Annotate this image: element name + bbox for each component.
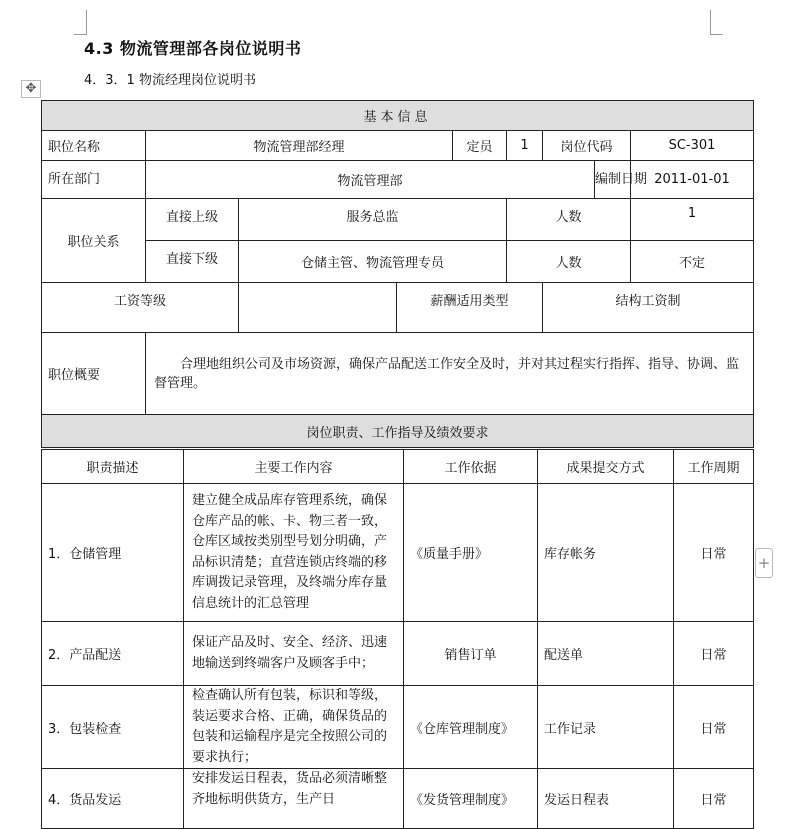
subordinate-value: 仓储主管、物流管理专员 <box>239 241 507 283</box>
duty-cycle: 日常 <box>674 769 754 829</box>
title-label: 职位名称 <box>42 131 146 161</box>
superior-count-label: 人数 <box>507 199 631 241</box>
duties-table <box>41 449 754 829</box>
subordinate-count-label: 人数 <box>507 241 631 283</box>
duty-name: 4．货品发运 <box>42 769 184 829</box>
subsection-heading: 4．3．1 物流经理岗位说明书 <box>84 73 256 88</box>
duty-output: 发运日程表 <box>538 769 674 829</box>
duty-cycle: 日常 <box>674 686 754 769</box>
dept-value: 物流管理部 <box>146 161 595 199</box>
basic-info-header: 基本信息 <box>42 101 754 131</box>
page-corner-mark-left <box>74 10 87 35</box>
table-row <box>42 769 754 829</box>
duties-col-header: 职责描述 <box>42 450 184 484</box>
section-heading: 4.3 物流管理部各岗位说明书 <box>84 39 302 58</box>
date-label: 编制日期 <box>595 161 631 199</box>
page-corner-mark-right <box>710 10 723 35</box>
subordinate-count-value: 不定 <box>631 241 754 283</box>
duty-output: 库存帐务 <box>538 484 674 622</box>
code-label: 岗位代码 <box>543 131 631 161</box>
subordinate-label: 直接下级 <box>146 241 239 283</box>
table-row <box>42 622 754 686</box>
duty-content: 保证产品及时、安全、经济、迅速地输送到终端客户及顾客手中； <box>184 622 404 686</box>
salary-type-value: 结构工资制 <box>543 283 754 333</box>
summary-value: 合理地组织公司及市场资源，确保产品配送工作安全及时，并对其过程实行指挥、指导、协调、监督管理。 <box>146 333 754 415</box>
superior-label: 直接上级 <box>146 199 239 241</box>
code-value: SC-301 <box>631 131 754 161</box>
duty-basis: 《仓库管理制度》 <box>404 686 538 769</box>
title-value: 物流管理部经理 <box>146 131 453 161</box>
superior-value: 服务总监 <box>239 199 507 241</box>
duty-basis: 《质量手册》 <box>404 484 538 622</box>
salary-grade-value <box>239 283 397 333</box>
plus-icon[interactable]: + <box>755 548 773 578</box>
salary-type-label: 薪酬适用类型 <box>397 283 543 333</box>
dept-label: 所在部门 <box>42 161 146 199</box>
superior-count-value: 1 <box>631 199 754 241</box>
duties-header: 岗位职责、工作指导及绩效要求 <box>42 415 754 448</box>
table-row <box>42 484 754 622</box>
quota-value: 1 <box>507 131 543 161</box>
duty-content: 检查确认所有包装，标识和等级，装运要求合格、正确，确保货品的包装和运输程序是完全按照公司的要求执行； <box>184 686 404 769</box>
duty-name: 1．仓储管理 <box>42 484 184 622</box>
duty-name: 3．包装检查 <box>42 686 184 769</box>
duty-cycle: 日常 <box>674 622 754 686</box>
basic-info-table <box>41 100 754 448</box>
duties-col-header: 主要工作内容 <box>184 450 404 484</box>
duty-basis: 销售订单 <box>404 622 538 686</box>
duties-col-header: 成果提交方式 <box>538 450 674 484</box>
table-row <box>42 686 754 769</box>
relation-label: 职位关系 <box>42 199 146 283</box>
duty-content: 建立健全成品库存管理系统，确保仓库产品的帐、卡、物三者一致，仓库区域按类别型号划分明确，产品标识清楚；直营连锁店终端的移库调拨记录管理，及终端分库存量信息统计的汇总管理 <box>184 484 404 622</box>
quota-label: 定员 <box>453 131 507 161</box>
duty-content: 安排发运日程表，货品必须清晰整齐地标明供货方，生产日 <box>184 769 404 829</box>
duty-output: 工作记录 <box>538 686 674 769</box>
move-cross-icon[interactable]: ✥ <box>21 80 41 98</box>
summary-label: 职位概要 <box>42 333 146 415</box>
duties-col-header: 工作周期 <box>674 450 754 484</box>
salary-grade-label: 工资等级 <box>42 283 239 333</box>
duty-name: 2．产品配送 <box>42 622 184 686</box>
duty-cycle: 日常 <box>674 484 754 622</box>
duty-output: 配送单 <box>538 622 674 686</box>
duty-basis: 《发货管理制度》 <box>404 769 538 829</box>
date-value: 2011-01-01 <box>631 161 754 199</box>
duties-col-header: 工作依据 <box>404 450 538 484</box>
